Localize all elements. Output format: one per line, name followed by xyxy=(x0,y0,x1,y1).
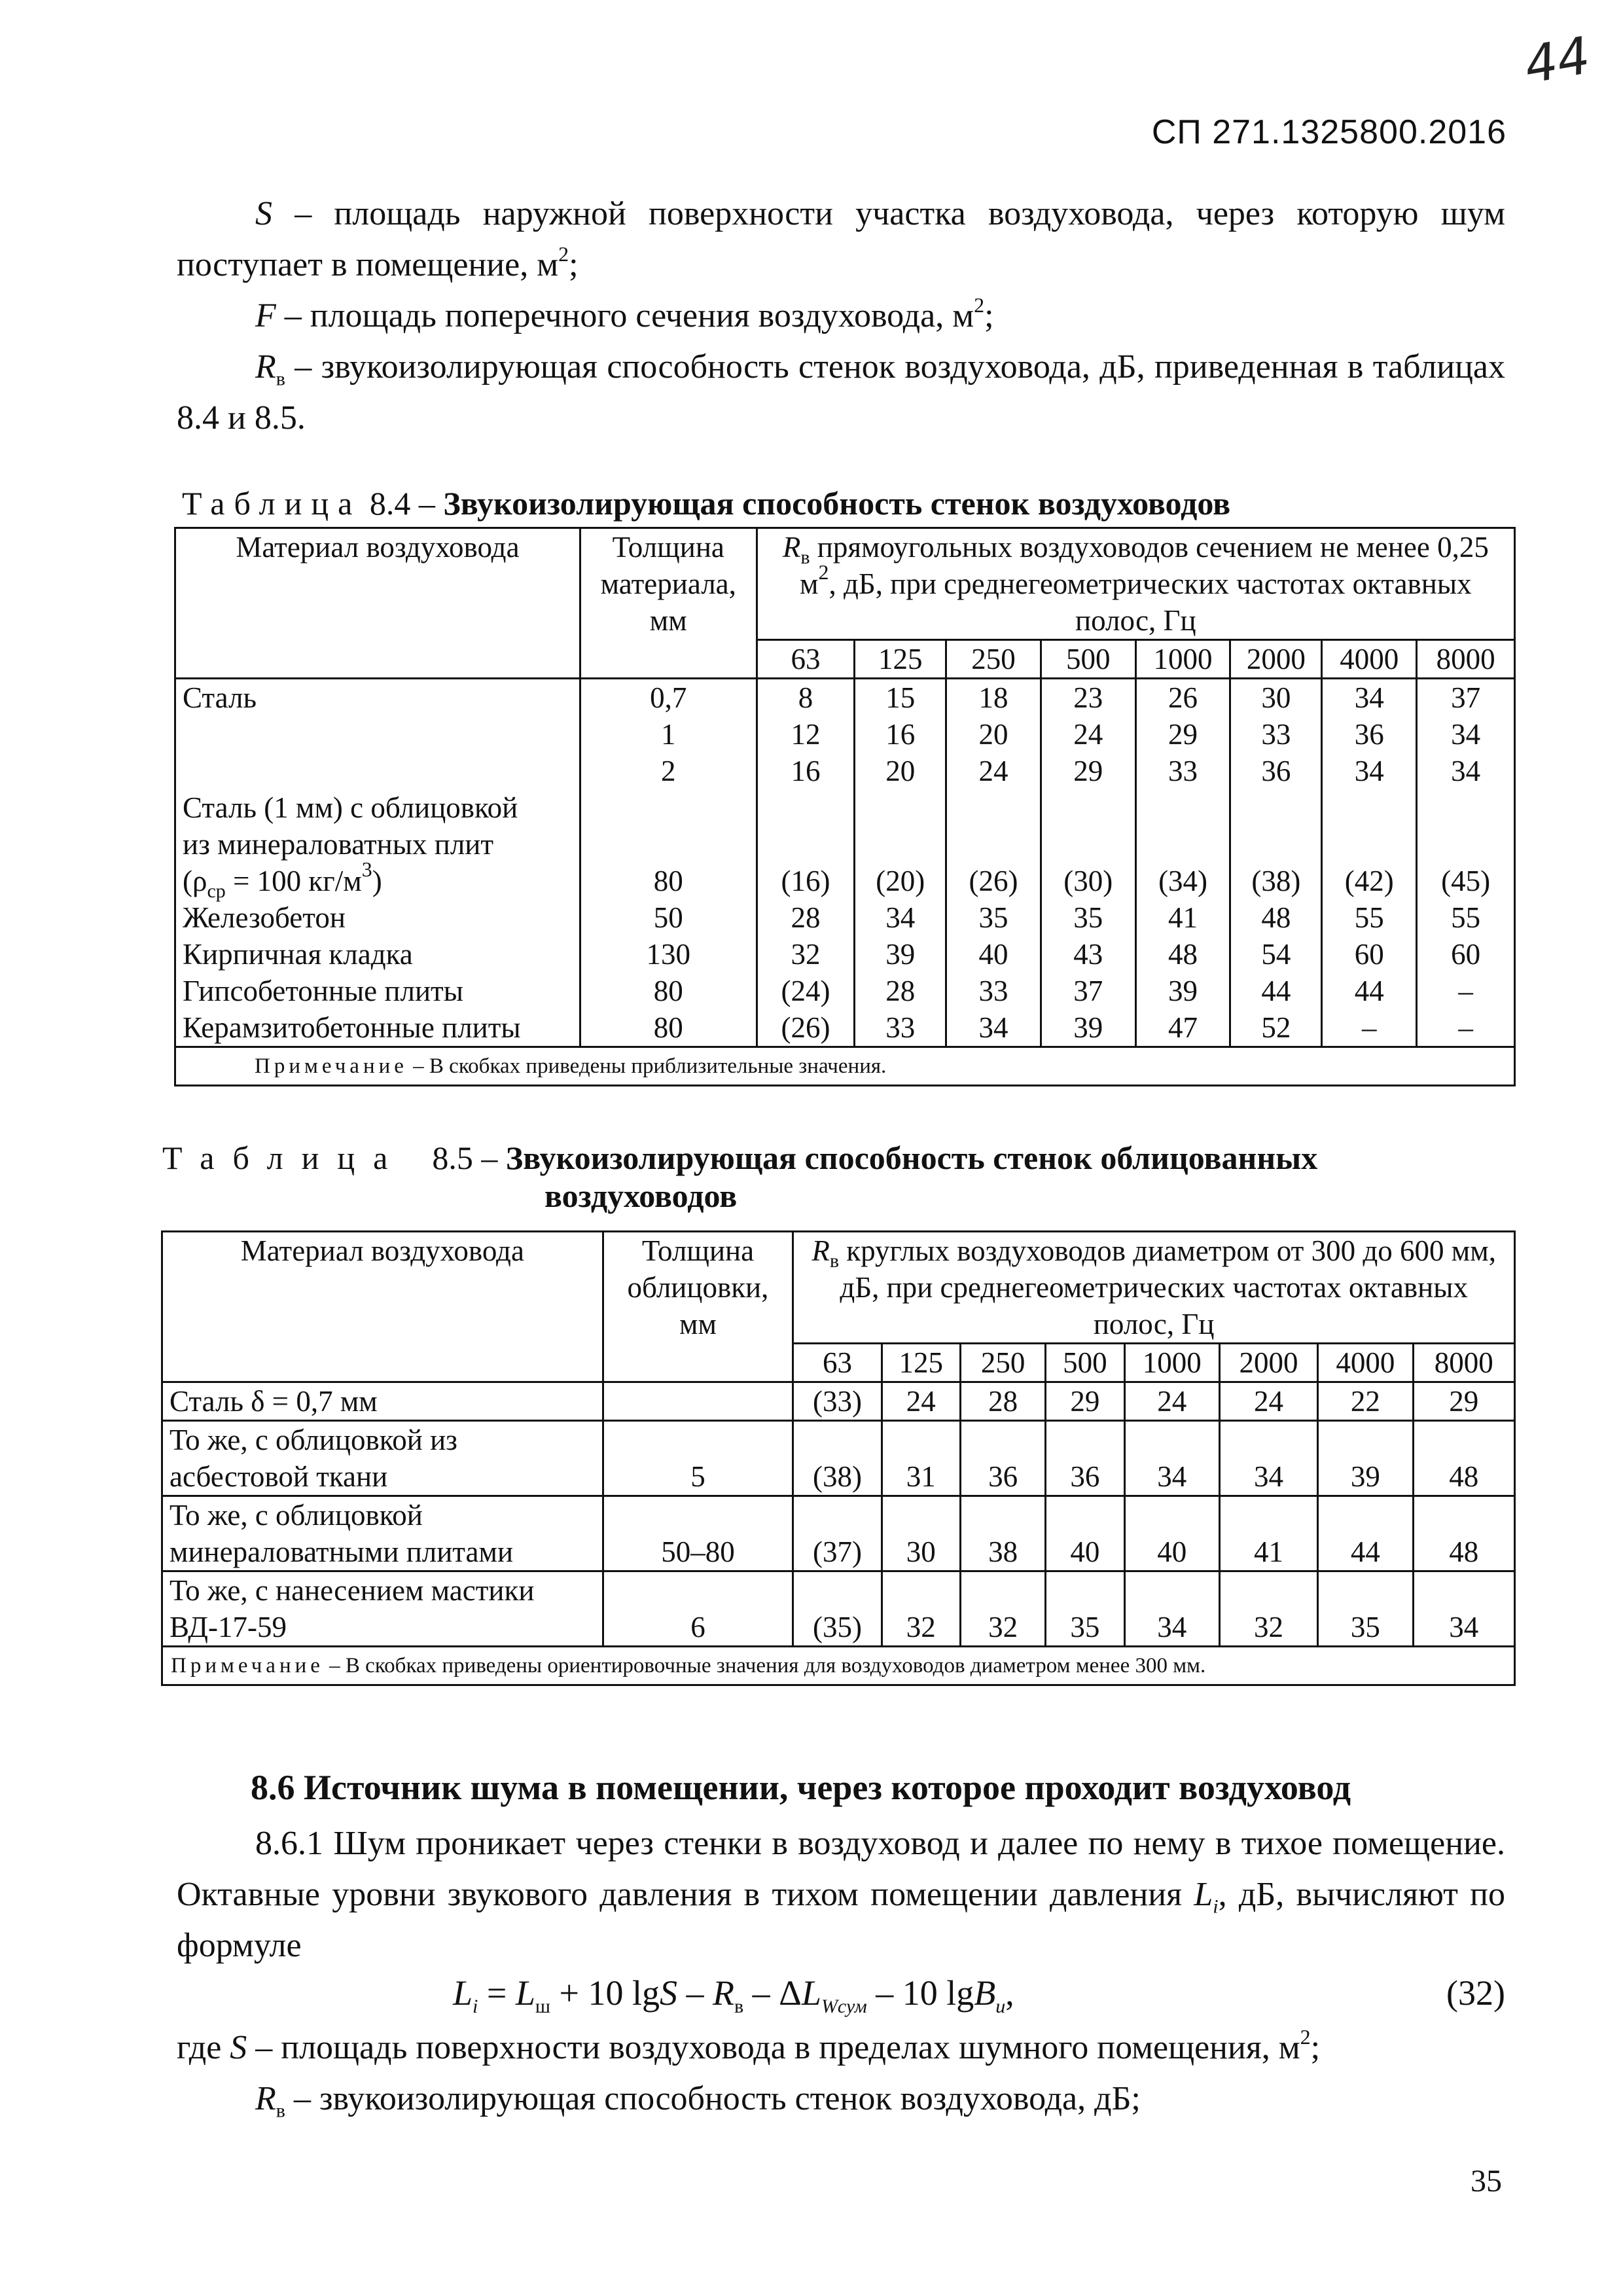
value-cell: 30 xyxy=(882,1496,960,1571)
value-column-1000: 26 29 33 (34) 41 48 39 47 xyxy=(1135,679,1230,1047)
intro-definitions xyxy=(177,188,1505,444)
freq-cell: 8000 xyxy=(1417,640,1515,679)
thickness-cell: 5 xyxy=(603,1421,793,1496)
freq-cell: 250 xyxy=(960,1344,1045,1382)
value-cell: 32 xyxy=(960,1571,1045,1647)
material-cell: То же, с облицовкой минераловатными плитами xyxy=(162,1496,603,1571)
value-cell: (37) xyxy=(793,1496,882,1571)
freq-cell: 500 xyxy=(1046,1344,1124,1382)
section-paragraph: 8.6.1 Шум проникает через стенки в воздуховод и далее по нему в тихое помещение. Октавные уровни звукового давления в тихом помещении давления $L_i$, дБ, вычисляют по формуле xyxy=(177,1825,1505,1964)
value-cell: 29 xyxy=(1413,1382,1514,1421)
table-row xyxy=(162,1421,1515,1496)
table-85-header-material: Материал воздуховода xyxy=(162,1232,603,1382)
page-number: 35 xyxy=(1471,2164,1502,2198)
value-cell: 36 xyxy=(1046,1421,1124,1496)
value-column-4000: 34 36 34 (42) 55 60 44 – xyxy=(1322,679,1417,1047)
table-84-label: Таблица xyxy=(182,485,362,522)
section-title: 8.6 Источник шума в помещении, через которое проходит воздуховод xyxy=(251,1768,1351,1807)
value-cell: 34 xyxy=(1124,1421,1219,1496)
value-column-2000: 30 33 36 (38) 48 54 44 52 xyxy=(1230,679,1322,1047)
material-cell: То же, с облицовкой из асбестовой ткани xyxy=(162,1421,603,1496)
table-84-header-r: $R_в$ прямоугольных воздуховодов сечением не менее 0,25 $м^2$, дБ, при среднегеометрических частотах октавных полос, Гц xyxy=(757,528,1514,640)
freq-cell: 8000 xyxy=(1413,1344,1514,1382)
table-85-note: Примечание – В скобках приведены ориентировочные значения для воздуховодов диаметром менее 300 мм. xyxy=(162,1647,1515,1685)
document-code: СП 271.1325800.2016 xyxy=(1151,113,1507,151)
value-cell: 32 xyxy=(882,1571,960,1647)
symbol-f: F xyxy=(255,297,276,334)
value-cell: 48 xyxy=(1413,1496,1514,1571)
value-cell: 24 xyxy=(882,1382,960,1421)
table-row xyxy=(162,1382,1515,1421)
thickness-cell: 6 xyxy=(603,1571,793,1647)
table-84-caption xyxy=(182,484,1230,522)
material-cell: Сталь δ = 0,7 мм xyxy=(162,1382,603,1421)
table-85-title: Звукоизолирующая способность стенок облицованных xyxy=(505,1139,1318,1176)
value-cell: 34 xyxy=(1124,1571,1219,1647)
definition-s: S – площадь наружной поверхности участка воздуховода, через которую шум поступает в помещение, $м^2$; xyxy=(177,195,1505,283)
material-column: Сталь Сталь (1 мм) с облицовкой из минераловатных плит ($\rho_{ср} = 100$ $кг/м^3$) Железобетон Кирпичная кладка Гипсобетонные плиты Керамзитобетонные плиты xyxy=(175,679,580,1047)
value-cell: 22 xyxy=(1318,1382,1413,1421)
thickness-column: 0,7 1 2 80 50 130 80 80 xyxy=(580,679,757,1047)
value-column-250: 18 20 24 (26) 35 40 33 34 xyxy=(946,679,1041,1047)
value-cell: 31 xyxy=(882,1421,960,1496)
freq-cell: 1000 xyxy=(1124,1344,1219,1382)
symbol-r: R xyxy=(255,348,276,386)
table-85-header-r: $R_в$ круглых воздуховодов диаметром от 300 до 600 мм, дБ, при среднегеометрических частотах октавных полос, Гц xyxy=(793,1232,1515,1344)
table-85-header-thickness: Толщина облицовки, мм xyxy=(603,1232,793,1382)
value-cell: 24 xyxy=(1124,1382,1219,1421)
table-85 xyxy=(161,1230,1516,1686)
handwritten-page-mark: 44 xyxy=(1520,26,1595,96)
value-cell: 34 xyxy=(1219,1421,1317,1496)
value-cell: 44 xyxy=(1318,1496,1413,1571)
table-row xyxy=(162,1496,1515,1571)
freq-cell: 4000 xyxy=(1318,1344,1413,1382)
value-cell: (35) xyxy=(793,1571,882,1647)
table-85-note-row xyxy=(162,1647,1515,1685)
where-rv: $R_в$ – звукоизолирующая способность стенок воздуховода, дБ; xyxy=(255,2080,1141,2122)
value-column-63: 8 12 16 (16) 28 32 (24) (26) xyxy=(757,679,855,1047)
value-cell: 29 xyxy=(1046,1382,1124,1421)
definition-f: F – площадь поперечного сечения воздуховода, $м^2$; xyxy=(255,293,994,334)
where-s: где S – площадь поверхности воздуховода в пределах шумного помещения, $м^2$; xyxy=(177,2025,1321,2066)
freq-cell: 2000 xyxy=(1219,1344,1317,1382)
table-84-header-row xyxy=(175,528,1515,640)
value-cell: 32 xyxy=(1219,1571,1317,1647)
thickness-cell: 50–80 xyxy=(603,1496,793,1571)
table-85-header-row xyxy=(162,1232,1515,1344)
freq-cell: 1000 xyxy=(1135,640,1230,679)
table-84-note-row xyxy=(175,1047,1515,1086)
value-cell: 48 xyxy=(1413,1421,1514,1496)
value-cell: 38 xyxy=(960,1496,1045,1571)
value-cell: 41 xyxy=(1219,1496,1317,1571)
definition-r xyxy=(177,342,1505,444)
table-85-number: 8.5 – xyxy=(432,1139,498,1176)
formula-number: (32) xyxy=(1446,1973,1505,2013)
table-84-header-thickness: Толщина материала, мм xyxy=(580,528,757,679)
freq-cell: 63 xyxy=(793,1344,882,1382)
material-cell: То же, с нанесением мастики ВД-17-59 xyxy=(162,1571,603,1647)
definition-f-text: – площадь поперечного сечения воздуховода, м xyxy=(276,297,974,334)
value-cell: 35 xyxy=(1046,1571,1124,1647)
freq-cell: 125 xyxy=(882,1344,960,1382)
freq-cell: 4000 xyxy=(1322,640,1417,679)
value-cell: 39 xyxy=(1318,1421,1413,1496)
table-84 xyxy=(174,527,1516,1086)
value-cell: 34 xyxy=(1413,1571,1514,1647)
table-84-header-material: Материал воздуховода xyxy=(175,528,580,679)
freq-cell: 125 xyxy=(855,640,946,679)
value-cell: 24 xyxy=(1219,1382,1317,1421)
where-text xyxy=(177,2022,1505,2125)
table-85-label: Таблица xyxy=(162,1139,406,1176)
table-84-body xyxy=(175,679,1515,1047)
symbol-s: S xyxy=(255,195,272,232)
thickness-cell xyxy=(603,1382,793,1421)
freq-cell: 63 xyxy=(757,640,855,679)
symbol-r-sub: в xyxy=(276,368,285,390)
value-column-125: 15 16 20 (20) 34 39 28 33 xyxy=(855,679,946,1047)
freq-cell: 2000 xyxy=(1230,640,1322,679)
table-84-number: 8.4 – xyxy=(369,485,435,522)
definition-r-text: – звукоизолирующая способность стенок воздуховода, дБ, приведенная в таблицах 8.4 и 8.5. xyxy=(177,348,1505,437)
table-84-title: Звукоизолирующая способность стенок воздуховодов xyxy=(443,485,1231,522)
table-85-title-cont: воздуховодов xyxy=(544,1177,738,1214)
value-cell: (33) xyxy=(793,1382,882,1421)
freq-cell: 500 xyxy=(1041,640,1135,679)
value-column-500: 23 24 29 (30) 35 43 37 39 xyxy=(1041,679,1135,1047)
table-row xyxy=(162,1571,1515,1647)
freq-cell: 250 xyxy=(946,640,1041,679)
value-column-8000: 37 34 34 (45) 55 60 – – xyxy=(1417,679,1515,1047)
formula-32: $L_i = L_ш + 10$ lgS – $R_в - \Delta L_{Wсум} - 10$ lgB$_и$, xyxy=(453,1973,1014,2017)
value-cell: 36 xyxy=(960,1421,1045,1496)
value-cell: 40 xyxy=(1124,1496,1219,1571)
table-85-caption xyxy=(162,1139,1510,1215)
value-cell: (38) xyxy=(793,1421,882,1496)
value-cell: 28 xyxy=(960,1382,1045,1421)
value-cell: 35 xyxy=(1318,1571,1413,1647)
definition-s-text: – площадь наружной поверхности участка воздуховода, через которую шум поступает в помещение, м xyxy=(177,195,1505,283)
table-84-note: Примечание – В скобках приведены приблизительные значения. xyxy=(175,1047,1515,1086)
value-cell: 40 xyxy=(1046,1496,1124,1571)
